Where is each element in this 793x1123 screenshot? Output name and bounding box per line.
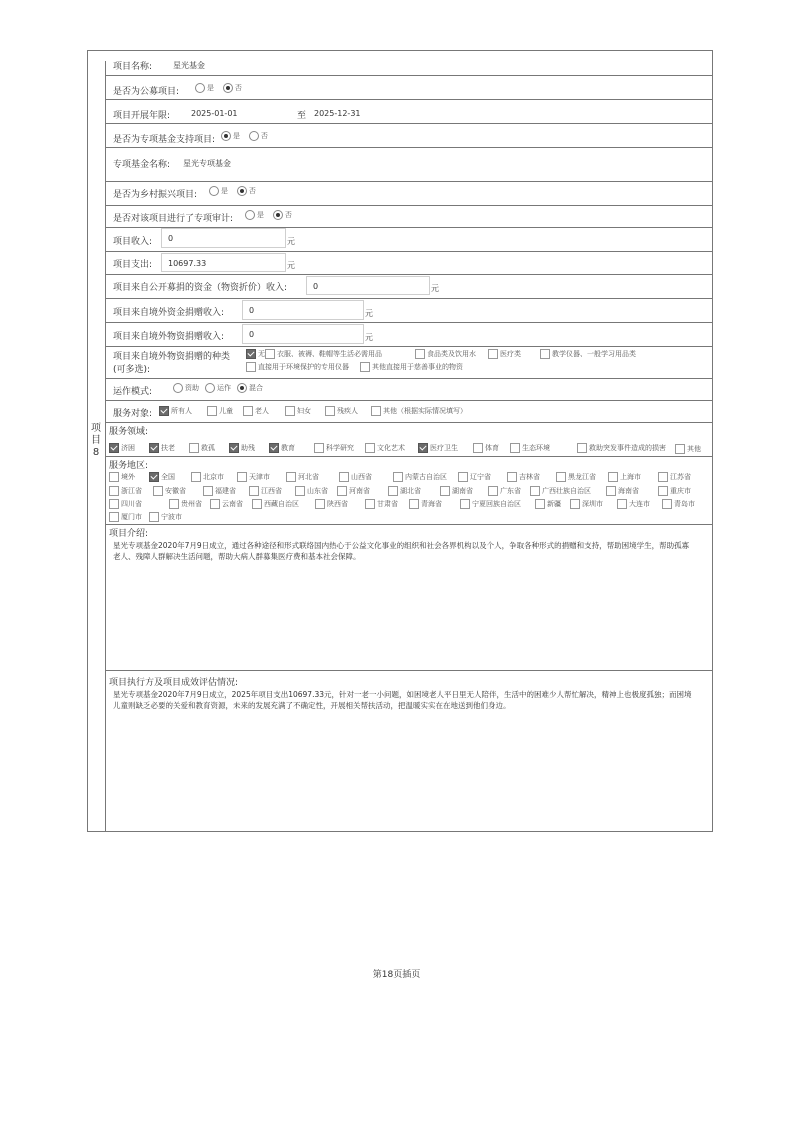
- service-region-checkbox[interactable]: [365, 499, 375, 509]
- goods-type-checkbox[interactable]: [360, 362, 370, 372]
- foreign-fund-label: 项目来自境外资金捐赠收入:: [113, 308, 225, 318]
- service-field-option-label: 救孤: [201, 444, 215, 452]
- service-region-option-label: 重庆市: [670, 487, 691, 495]
- row-service-fields: [105, 422, 712, 457]
- row-audit: [105, 205, 712, 228]
- project-name-value: 星光基金: [173, 61, 205, 70]
- goods-type-option: [246, 362, 349, 372]
- operation-radio[interactable]: [173, 383, 183, 393]
- service-region-option-label: 浙江省: [121, 487, 142, 495]
- service-region-option: [606, 486, 639, 496]
- service-region-option-label: 甘肃省: [377, 500, 398, 508]
- rural-no-radio[interactable]: [237, 186, 247, 196]
- service-region-option: [286, 472, 319, 482]
- service-region-option: [535, 499, 561, 509]
- public-yes-label: 是: [207, 84, 214, 92]
- service-field-option: [109, 443, 135, 453]
- audit-no-radio[interactable]: [273, 210, 283, 220]
- service-region-checkbox[interactable]: [530, 486, 540, 496]
- operation-option-label: 资助: [185, 384, 199, 392]
- service-region-checkbox[interactable]: [608, 472, 618, 482]
- public-no-radio[interactable]: [223, 83, 233, 93]
- income-unit: 元: [287, 237, 295, 246]
- service-region-option: [570, 499, 603, 509]
- service-region-checkbox[interactable]: [535, 499, 545, 509]
- service-region-checkbox[interactable]: [409, 499, 419, 509]
- service-field-option: [418, 443, 458, 453]
- service-region-checkbox[interactable]: [662, 499, 672, 509]
- service-field-checkbox[interactable]: [418, 443, 428, 453]
- service-object-checkbox[interactable]: [207, 406, 217, 416]
- rural-yes-radio[interactable]: [209, 186, 219, 196]
- service-region-option: [460, 499, 521, 509]
- service-field-option-label: 教育: [281, 444, 295, 452]
- service-region-option: [252, 499, 299, 509]
- service-region-option: [109, 472, 135, 482]
- operation-label: 运作模式:: [113, 387, 153, 397]
- intro-text: 星光专项基金2020年7月9日成立，通过各种途径和形式联络国内热心于公益文化事业的组织和社会各界机构以及个人，争取各种形式的捐赠和支持，帮助困境学生，帮助孤寡老人、残障人群解决生活问题，帮助大病人群募集医疗费和基本社会保障。: [113, 541, 690, 561]
- service-field-option: [577, 443, 666, 453]
- service-region-option: [556, 472, 596, 482]
- service-region-option: [249, 486, 282, 496]
- service-field-option: [229, 443, 255, 453]
- service-region-checkbox[interactable]: [507, 472, 517, 482]
- row-foreign-goods: [105, 322, 712, 347]
- service-region-checkbox[interactable]: [658, 486, 668, 496]
- service-field-option: [189, 443, 215, 453]
- service-region-option-label: 河南省: [349, 487, 370, 495]
- service-region-checkbox[interactable]: [488, 486, 498, 496]
- service-region-option: [393, 472, 447, 482]
- row-service-regions: [105, 456, 712, 525]
- service-region-option-label: 上海市: [620, 473, 641, 481]
- row-foreign-fund: [105, 298, 712, 323]
- service-region-option-label: 辽宁省: [470, 473, 491, 481]
- goods-type-option-label: 教学仪器、一般学习用品类: [552, 350, 636, 358]
- operation-options: [167, 383, 263, 394]
- income-input[interactable]: 0: [161, 228, 286, 248]
- service-region-option-label: 青岛市: [674, 500, 695, 508]
- service-region-option-label: 四川省: [121, 500, 142, 508]
- income-label: 项目收入:: [113, 237, 153, 247]
- public-no-label: 否: [234, 84, 242, 92]
- goods-type-option-label: 直接用于环境保护的专用仪器: [258, 363, 349, 371]
- special-fund-no-label: 否: [260, 132, 268, 140]
- public-yes-radio[interactable]: [195, 83, 205, 93]
- service-field-checkbox[interactable]: [229, 443, 239, 453]
- audit-yes-radio[interactable]: [245, 210, 255, 220]
- service-region-option: [658, 486, 691, 496]
- service-field-checkbox[interactable]: [675, 444, 685, 454]
- goods-type-option-label: 衣服、被褥、鞋帽等生活必需用品: [277, 350, 382, 358]
- service-field-option-label: 文化艺术: [377, 444, 405, 452]
- service-field-option-label: 助残: [241, 444, 255, 452]
- service-object-option-label: 妇女: [297, 407, 311, 415]
- service-region-option-label: 贵州省: [181, 500, 202, 508]
- rural-no-label: 否: [248, 187, 256, 195]
- service-region-option-label: 深圳市: [582, 500, 603, 508]
- service-region-option-label: 河北省: [298, 473, 319, 481]
- service-field-checkbox[interactable]: [109, 443, 119, 453]
- side-column: [88, 61, 106, 831]
- service-region-checkbox[interactable]: [149, 512, 159, 522]
- service-object-checkbox[interactable]: [325, 406, 335, 416]
- service-region-option-label: 大连市: [629, 500, 650, 508]
- service-region-option: [530, 486, 591, 496]
- service-region-option-label: 陕西省: [327, 500, 348, 508]
- goods-type-option: [265, 349, 382, 359]
- goods-type-option-label: 食品类及饮用水: [427, 350, 476, 358]
- service-region-checkbox[interactable]: [109, 486, 119, 496]
- foreign-goods-label: 项目来自境外物资捐赠收入:: [113, 332, 225, 342]
- row-intro: [105, 524, 712, 671]
- goods-type-option: [415, 349, 476, 359]
- service-object-option: [243, 406, 269, 416]
- service-region-checkbox[interactable]: [109, 512, 119, 522]
- row-evaluation: [105, 670, 712, 831]
- service-region-option: [388, 486, 421, 496]
- service-field-option: [314, 443, 354, 453]
- row-special-fund: [105, 123, 712, 148]
- public-label: 是否为公募项目:: [113, 87, 180, 97]
- service-region-option: [658, 472, 691, 482]
- rural-yes-label: 是: [221, 187, 228, 195]
- goods-type-checkbox[interactable]: [540, 349, 550, 359]
- service-region-option-label: 山东省: [307, 487, 328, 495]
- service-region-checkbox[interactable]: [252, 499, 262, 509]
- service-region-option: [169, 499, 202, 509]
- service-region-checkbox[interactable]: [658, 472, 668, 482]
- operation-radio[interactable]: [205, 383, 215, 393]
- service-region-option: [608, 472, 641, 482]
- evaluation-title: 项目执行方及项目成效评估情况:: [109, 678, 239, 688]
- service-region-option: [203, 486, 236, 496]
- service-region-option: [315, 499, 348, 509]
- service-region-option-label: 青海省: [421, 500, 442, 508]
- service-field-option-label: 体育: [485, 444, 499, 452]
- goods-type-option-label: 无: [258, 350, 265, 358]
- row-expense: [105, 251, 712, 275]
- goods-type-checkbox[interactable]: [265, 349, 275, 359]
- service-region-checkbox[interactable]: [191, 472, 201, 482]
- service-region-option-label: 广西壮族自治区: [542, 487, 591, 495]
- service-field-option-label: 医疗卫生: [430, 444, 458, 452]
- service-field-checkbox[interactable]: [365, 443, 375, 453]
- service-region-option-label: 宁波市: [161, 513, 182, 521]
- special-fund-yes-radio[interactable]: [221, 131, 231, 141]
- service-field-checkbox[interactable]: [149, 443, 159, 453]
- row-special-fund-name: [105, 147, 712, 182]
- service-object-checkbox[interactable]: [243, 406, 253, 416]
- service-region-checkbox[interactable]: [109, 499, 119, 509]
- service-region-checkbox[interactable]: [149, 472, 159, 482]
- service-region-label: 服务地区:: [109, 461, 149, 471]
- service-region-option-label: 天津市: [249, 473, 270, 481]
- service-region-option-label: 黑龙江省: [568, 473, 596, 481]
- to-label: 至: [297, 111, 307, 121]
- service-region-option: [365, 499, 398, 509]
- service-field-option-label: 扶老: [161, 444, 175, 452]
- service-region-option-label: 厦门市: [121, 513, 142, 521]
- period-label: 项目开展年限:: [113, 111, 171, 121]
- service-region-option-label: 湖北省: [400, 487, 421, 495]
- service-field-option-label: 其他: [687, 445, 701, 453]
- service-object-option: [159, 406, 192, 416]
- goods-type-option-label: 其他直接用于慈善事业的物资: [372, 363, 463, 371]
- service-region-option: [440, 486, 473, 496]
- service-region-option: [210, 499, 243, 509]
- audit-yes-label: 是: [257, 211, 264, 219]
- service-region-option-label: 全国: [161, 473, 175, 481]
- service-field-checkbox[interactable]: [510, 443, 520, 453]
- service-object-option: [325, 406, 358, 416]
- service-region-option-label: 海南省: [618, 487, 639, 495]
- special-fund-no-radio[interactable]: [249, 131, 259, 141]
- service-region-option-label: 安徽省: [165, 487, 186, 495]
- service-region-option: [458, 472, 491, 482]
- service-region-option-label: 广东省: [500, 487, 521, 495]
- row-operation: [105, 378, 712, 401]
- special-fund-name-value: 星光专项基金: [183, 159, 231, 168]
- goods-type-option: [360, 362, 463, 372]
- row-rural: [105, 181, 712, 206]
- service-region-checkbox[interactable]: [295, 486, 305, 496]
- service-region-checkbox[interactable]: [617, 499, 627, 509]
- goods-type-note: (可多选):: [113, 365, 151, 375]
- expense-unit: 元: [287, 261, 295, 270]
- service-region-option: [191, 472, 224, 482]
- evaluation-text: 星光专项基金2020年7月9日成立，2025年项目支出10697.33元，针对一老一小问题，如困境老人平日里无人陪伴，生活中的困难少人帮忙解决，精神上也极度孤独；而困境儿童则缺乏必要的关爱和教育资源，未来的发展充满了不确定性，开展相关帮扶活动，把温暖实实在在地送到他们身边。: [113, 690, 692, 710]
- rural-label: 是否为乡村振兴项目:: [113, 190, 198, 200]
- service-object-option: [207, 406, 233, 416]
- special-fund-yes-label: 是: [233, 132, 240, 140]
- service-field-option-label: 救助突发事件造成的损害: [589, 444, 666, 452]
- goods-type-checkbox[interactable]: [488, 349, 498, 359]
- goods-type-label: 项目来自境外物资捐赠的种类: [113, 352, 231, 362]
- row-income: [105, 227, 712, 252]
- service-field-option: [510, 443, 550, 453]
- foreign-fund-input[interactable]: 0: [242, 300, 364, 320]
- service-region-option: [488, 486, 521, 496]
- end-date: 2025-12-31: [314, 109, 361, 118]
- service-region-option: [149, 472, 175, 482]
- service-object-option: [285, 406, 311, 416]
- service-region-checkbox[interactable]: [210, 499, 220, 509]
- service-object-option: [371, 406, 467, 416]
- goods-type-option: [540, 349, 636, 359]
- service-field-checkbox[interactable]: [189, 443, 199, 453]
- service-region-option-label: 吉林省: [519, 473, 540, 481]
- service-region-option: [295, 486, 328, 496]
- project-name-label: 项目名称:: [113, 62, 153, 72]
- service-region-option-label: 新疆: [547, 500, 561, 508]
- service-field-option: [365, 443, 405, 453]
- row-public-donation: [105, 274, 712, 299]
- expense-input[interactable]: 10697.33: [161, 253, 286, 272]
- service-region-checkbox[interactable]: [286, 472, 296, 482]
- goods-type-option: [246, 349, 265, 359]
- service-region-checkbox[interactable]: [109, 472, 119, 482]
- public-donation-unit: 元: [431, 284, 439, 293]
- expense-label: 项目支出:: [113, 260, 153, 270]
- service-field-option: [473, 443, 499, 453]
- public-donation-label: 项目来自公开募捐的资金（物资折价）收入:: [113, 283, 288, 293]
- service-region-option-label: 湖南省: [452, 487, 473, 495]
- service-field-checkbox[interactable]: [314, 443, 324, 453]
- service-region-checkbox[interactable]: [388, 486, 398, 496]
- service-object-option-label: 儿童: [219, 407, 233, 415]
- operation-radio[interactable]: [237, 383, 247, 393]
- service-field-checkbox[interactable]: [473, 443, 483, 453]
- service-region-option: [337, 486, 370, 496]
- service-region-option-label: 宁夏回族自治区: [472, 500, 521, 508]
- service-region-option-label: 江苏省: [670, 473, 691, 481]
- service-region-checkbox[interactable]: [339, 472, 349, 482]
- project-form: [87, 50, 713, 832]
- service-region-checkbox[interactable]: [237, 472, 247, 482]
- service-region-checkbox[interactable]: [169, 499, 179, 509]
- audit-no-label: 否: [284, 211, 292, 219]
- service-region-checkbox[interactable]: [556, 472, 566, 482]
- service-region-option: [409, 499, 442, 509]
- side-label: 项目8: [91, 423, 101, 458]
- service-region-option: [507, 472, 540, 482]
- goods-type-checkbox[interactable]: [246, 349, 256, 359]
- intro-title: 项目介绍:: [109, 529, 149, 539]
- foreign-goods-unit: 元: [365, 333, 373, 342]
- service-field-checkbox[interactable]: [269, 443, 279, 453]
- row-public: [105, 75, 712, 100]
- service-region-option-label: 西藏自治区: [264, 500, 299, 508]
- service-region-option-label: 北京市: [203, 473, 224, 481]
- service-region-option: [339, 472, 372, 482]
- service-object-checkbox[interactable]: [159, 406, 169, 416]
- service-object-checkbox[interactable]: [285, 406, 295, 416]
- row-project-name: [105, 51, 712, 76]
- service-field-option: [149, 443, 175, 453]
- service-region-checkbox[interactable]: [393, 472, 403, 482]
- page-footer: 第18页插页: [372, 970, 421, 980]
- service-field-option-label: 生态环境: [522, 444, 550, 452]
- service-region-checkbox[interactable]: [337, 486, 347, 496]
- service-region-option: [153, 486, 186, 496]
- foreign-goods-input[interactable]: 0: [242, 324, 364, 344]
- service-region-checkbox[interactable]: [440, 486, 450, 496]
- service-object-checkbox[interactable]: [371, 406, 381, 416]
- start-date: 2025-01-01: [191, 109, 238, 118]
- service-region-option-label: 内蒙古自治区: [405, 473, 447, 481]
- row-service-objects: [105, 400, 712, 423]
- public-donation-input[interactable]: 0: [306, 276, 430, 295]
- service-object-option-label: 残疾人: [337, 407, 358, 415]
- row-goods-type: [105, 346, 712, 379]
- service-object-option-label: 老人: [255, 407, 269, 415]
- service-region-checkbox[interactable]: [458, 472, 468, 482]
- service-field-checkbox[interactable]: [577, 443, 587, 453]
- service-field-option-label: 科学研究: [326, 444, 354, 452]
- audit-label: 是否对该项目进行了专项审计:: [113, 214, 234, 224]
- goods-type-option-label: 医疗类: [500, 350, 521, 358]
- service-region-option-label: 境外: [121, 473, 135, 481]
- service-field-option-label: 济困: [121, 444, 135, 452]
- service-field-option: [269, 443, 295, 453]
- special-fund-name-label: 专项基金名称:: [113, 160, 171, 170]
- service-object-option-label: 所有人: [171, 407, 192, 415]
- service-object-label: 服务对象:: [113, 409, 153, 419]
- service-region-option-label: 山西省: [351, 473, 372, 481]
- special-fund-label: 是否为专项基金支持项目:: [113, 135, 216, 145]
- row-period: [105, 99, 712, 124]
- service-region-option-label: 福建省: [215, 487, 236, 495]
- service-region-checkbox[interactable]: [606, 486, 616, 496]
- service-region-option: [149, 512, 182, 522]
- service-region-option: [109, 486, 142, 496]
- service-region-checkbox[interactable]: [570, 499, 580, 509]
- service-region-option-label: 江西省: [261, 487, 282, 495]
- service-region-option: [662, 499, 695, 509]
- goods-type-option: [488, 349, 521, 359]
- service-region-checkbox[interactable]: [153, 486, 163, 496]
- service-region-checkbox[interactable]: [249, 486, 259, 496]
- service-object-option-label: 其他（根据实际情况填写）: [383, 407, 467, 415]
- service-region-option: [109, 512, 142, 522]
- service-region-checkbox[interactable]: [460, 499, 470, 509]
- goods-type-checkbox[interactable]: [246, 362, 256, 372]
- service-field-option: [675, 444, 701, 454]
- operation-option-label: 运作: [217, 384, 231, 392]
- service-region-option: [109, 499, 142, 509]
- operation-option-label: 混合: [249, 384, 263, 392]
- service-region-option: [237, 472, 270, 482]
- service-region-option-label: 云南省: [222, 500, 243, 508]
- service-region-checkbox[interactable]: [203, 486, 213, 496]
- service-region-option: [617, 499, 650, 509]
- service-region-checkbox[interactable]: [315, 499, 325, 509]
- service-field-label: 服务领域:: [109, 427, 149, 437]
- goods-type-checkbox[interactable]: [415, 349, 425, 359]
- foreign-fund-unit: 元: [365, 309, 373, 318]
